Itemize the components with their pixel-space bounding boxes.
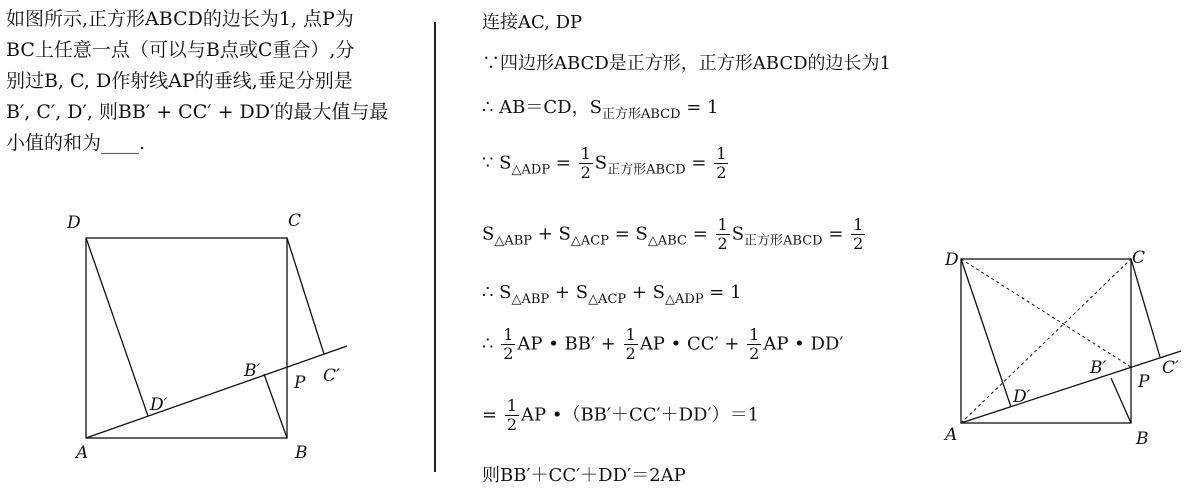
s7-den1: 2 — [503, 344, 514, 363]
perpendicular-bb — [264, 374, 287, 438]
s6-a: ∴ S — [482, 282, 512, 303]
label-A: A — [76, 443, 89, 463]
label-D: D — [67, 213, 81, 233]
s7-t1: AP • BB′ + — [517, 333, 622, 355]
s5-a: S — [482, 223, 495, 245]
solution-step-6 — [482, 282, 742, 307]
solution-step-4 — [482, 146, 730, 181]
s4-sub2: 正方形ABCD — [607, 162, 686, 178]
s7-frac3 — [747, 327, 761, 362]
diagonal-ac — [961, 259, 1131, 423]
label-C-prime-2: C′ — [1162, 358, 1179, 378]
s8-num: 1 — [506, 396, 517, 415]
ray-ap — [86, 346, 347, 438]
label-B: B — [295, 443, 308, 463]
s5-sub3: △ABC — [647, 233, 687, 249]
s4-num2: 1 — [716, 144, 727, 163]
problem-line-1: 如图所示,正方形ABCD的边长为1, 点P为 — [6, 8, 354, 30]
label-C-2: C — [1132, 248, 1146, 268]
label-A-2: A — [945, 425, 958, 445]
s6-c: + S — [626, 282, 666, 303]
s7-t3: AP • DD′ — [763, 333, 844, 355]
perpendicular-dd-2 — [961, 259, 1011, 407]
s4-frac2 — [714, 146, 728, 181]
label-C: C — [288, 211, 302, 231]
s7-den3: 2 — [749, 344, 760, 363]
perpendicular-dd — [86, 238, 148, 416]
s7-frac2 — [624, 327, 638, 362]
solution-step-1: 连接AC, DP — [482, 12, 583, 33]
problem-line-3: 别过B, C, D作射线AP的垂线,垂足分别是 — [6, 70, 353, 92]
s5-plus: + S — [532, 223, 571, 245]
s7-den2: 2 — [625, 344, 636, 363]
column-divider — [434, 22, 436, 472]
s4-c: = — [685, 152, 713, 174]
label-P-2: P — [1138, 372, 1150, 392]
label-C-prime: C′ — [323, 366, 340, 386]
label-B-prime: B′ — [244, 361, 261, 381]
s5-den: 2 — [717, 234, 728, 253]
s7-pre: ∴ — [482, 333, 500, 355]
perpendicular-bb-2 — [1111, 378, 1131, 423]
s4-sub1: △ADP — [511, 162, 551, 178]
s8-frac — [505, 398, 519, 433]
s3-text: ∴ AB＝CD，S — [482, 97, 602, 118]
segment-dp — [961, 259, 1131, 367]
s4-frac — [579, 146, 593, 181]
s7-t2: AP • CC′ + — [639, 333, 746, 355]
figure-1-square-diagram — [60, 205, 370, 470]
s6-sub1: △ABP — [511, 292, 550, 307]
s7-frac1 — [501, 327, 515, 362]
label-B-prime-2: B′ — [1090, 358, 1107, 378]
s6-d: = 1 — [703, 282, 742, 303]
s3-rest: = 1 — [680, 97, 719, 118]
problem-line-2: BC上任意一点（可以与B点或C重合）,分 — [6, 39, 355, 61]
s4-a: ∵ S — [482, 152, 512, 174]
problem-line-5: 小值的和为____. — [6, 132, 146, 154]
solution-step-7 — [482, 327, 843, 362]
perpendicular-cc — [287, 238, 324, 354]
label-B-2: B — [1136, 429, 1149, 449]
s5-eq2: = — [686, 223, 714, 245]
s6-b: + S — [549, 282, 589, 303]
solution-step-8 — [482, 398, 759, 433]
label-P: P — [294, 373, 306, 393]
s4-eq: = — [550, 152, 577, 174]
square-abcd — [86, 238, 287, 438]
s5-s: S — [731, 223, 745, 245]
s8-pre: = — [482, 404, 503, 426]
s7-num2: 1 — [625, 325, 636, 344]
solution-step-3 — [482, 93, 718, 122]
s5-eq3: = — [822, 223, 850, 245]
s5-eq1: = S — [608, 223, 648, 245]
s5-den2: 2 — [853, 234, 864, 253]
s5-sub4: 正方形ABCD — [744, 233, 823, 249]
s3-sub: 正方形ABCD — [601, 107, 681, 122]
s4-den: 2 — [580, 163, 591, 182]
solution-step-9: 则BB′＋CC′＋DD′＝2AP — [482, 465, 686, 486]
solution-step-5 — [482, 217, 867, 252]
s5-num2: 1 — [853, 215, 864, 234]
label-D-prime: D′ — [150, 395, 168, 415]
s5-frac — [716, 217, 730, 252]
s4-num: 1 — [580, 144, 591, 163]
s8-t: AP •（BB′＋CC′＋DD′）＝1 — [521, 404, 760, 426]
perpendicular-cc-2 — [1131, 259, 1160, 357]
s4-b: S — [594, 152, 608, 174]
problem-statement — [6, 4, 416, 159]
label-D-prime-2: D′ — [1013, 387, 1031, 407]
s5-sub1: △ABP — [494, 233, 533, 249]
problem-line-4: B′, C′, D′, 则BB′ + CC′ + DD′的最大值与最 — [6, 101, 389, 123]
s5-frac2 — [851, 217, 865, 252]
solution-step-2: ∵四边形ABCD是正方形，正方形ABCD的边长为1 — [482, 53, 891, 74]
s5-num: 1 — [717, 215, 728, 234]
s8-den: 2 — [506, 415, 517, 434]
s6-sub2: △ACP — [588, 292, 627, 307]
s7-num3: 1 — [749, 325, 760, 344]
figure-2-square-diagram — [940, 240, 1185, 455]
s4-den2: 2 — [716, 163, 727, 182]
s6-sub3: △ADP — [665, 292, 704, 307]
s5-sub2: △ACP — [570, 233, 609, 249]
s7-num1: 1 — [503, 325, 514, 344]
label-D-2: D — [945, 250, 959, 270]
